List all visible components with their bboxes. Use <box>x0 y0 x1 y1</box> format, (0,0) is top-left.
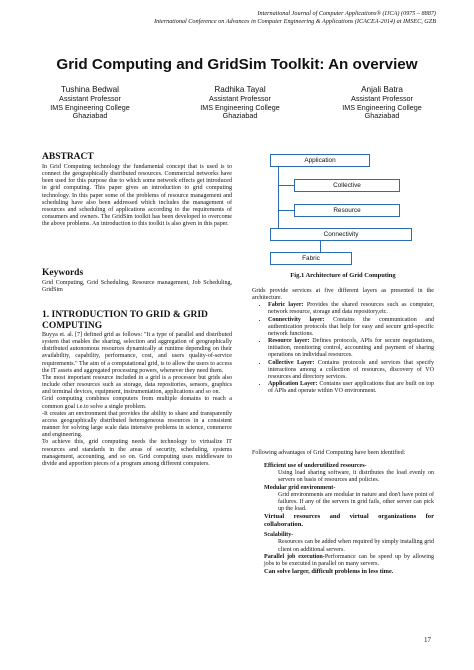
advantage-last: Can solve larger, difficult problems in less time. <box>264 568 394 576</box>
advantage-heading: Modular grid environment- <box>264 484 336 491</box>
connector-line <box>278 185 294 186</box>
layer-item-fabric: • Fabric layer: Provides the shared resources such as computer, network resource, storage and data repository,etc. <box>268 302 434 316</box>
box-connectivity: Connectivity <box>270 228 412 241</box>
author-3 <box>322 86 442 121</box>
intro-paragraph-3: Grid computing combines computers from multiple domains to reach a common goal i.e.to solve a single problem. <box>42 396 232 410</box>
advantage-description: Resources can be added when required by simply installing grid client on additional servers. <box>278 539 434 553</box>
box-collective: Collective <box>294 179 400 192</box>
connector-line <box>278 210 294 211</box>
intro-paragraph-5: To achieve this, grid computing needs the technology to virtualize IT resources and standards in the areas of security, scheduling, systems management, accounting, and so on. Grid computing uses middleware to divide and apportion pieces of a program among different computers. <box>42 439 232 467</box>
author-org: IMS Engineering College <box>50 102 130 112</box>
abstract-text: In Grid Computing technology the fundamental concept that is used is to connect the geographically distributed resources. Commercial networks have been used for this purpose due to which some network effects get introduced in grid computing. This paper gives an introduction to grid computing technology. In this paper some of the problems of resource management and scheduling have also been addressed which includes the management of resources and scheduling of applications according to the requirements of consumers and owners. The GridSim toolkit has been developed to overcome the above problems. An introduction to this toolkit is also given in this paper. <box>42 164 232 228</box>
author-name: Anjali Batra <box>361 85 403 94</box>
page-number: 17 <box>424 636 431 644</box>
advantage-heading: Virtual resources and virtual organizations for collaboration. <box>264 513 434 529</box>
keywords-text: Grid Computing, Grid Scheduling, Resource management, Job Scheduling, GridSim <box>42 280 232 294</box>
intro-paragraph-1: Buyya et. al. [7] defined grid as follows: "It a type of parallel and distributed system that enables the sharing, selection and aggregation of geographically distributed autonomous resources dynamically at runtime depending on their availability, capability, performance, cost, and users quality-of-service requirements." The aim of a computational grid, is to allow the users to access the IT assets and aggregated processing powers, whenever they need them. <box>42 332 232 374</box>
connector-line <box>278 167 279 229</box>
author-org: IMS Engineering College <box>342 102 422 112</box>
advantage-heading: Scalability- <box>264 532 294 539</box>
journal-header-line2: International Conference on Advances in Computer Engineering & Applications (ICACEA-2014) at IMSEC, GZB <box>154 18 436 25</box>
section-1-body <box>42 332 232 468</box>
architecture-diagram <box>258 148 428 266</box>
advantage-heading: Efficient use of underutilized resources- <box>264 463 367 470</box>
intro-paragraph-4: -It creates an environment that provides the ability to share and transparently access geographically distributed heterogeneous resources in a consistent manner for solving large scale data intensive problems in science, commerce and engineering. <box>42 410 232 439</box>
advantage-description: Grid environments are modular in nature and don't have point of failures. If any of the servers in grid fails, other server can pick up the load. <box>278 491 434 513</box>
layer-item-resource: • Resource layer: Defines protocols, APIs for secure negotiations, initiation, monitoring control, accounting and payment of sharing operations on individual resources. <box>268 338 434 359</box>
intro-paragraph-2: The most important resource included in a grid is a processor but grids also include other resources such as storage, data repositories, sensors, graphics and terminal devices, equipment, instrumentation, applications and so on. <box>42 374 232 396</box>
author-1 <box>30 86 150 121</box>
layer-item-connectivity: • Connectivity layer: Contains the communication and authentication protocols that help for easy and secure grid-specific network functions. <box>268 317 434 338</box>
advantages-section <box>252 450 434 575</box>
section-1-heading: 1. INTRODUCTION TO GRID & GRID COMPUTING <box>42 310 208 331</box>
box-fabric: Fabric <box>270 252 352 265</box>
layer-item-collective: • Collective Layer: Contains protocols and services that specify interactions among a collection of resources, discovery of VO resources and directory services. <box>268 360 434 381</box>
journal-header-line1: International Journal of Computer Applications® (IJCA) (0975 – 8887) <box>257 10 436 17</box>
author-role: Assistant Professor <box>351 93 413 103</box>
box-application: Application <box>270 154 370 167</box>
advantage-description: Using load sharing software, it distributes the load evenly on servers on basis of resources and policies. <box>278 470 434 484</box>
author-org: IMS Engineering College <box>200 102 280 112</box>
abstract-heading: ABSTRACT <box>42 152 94 162</box>
figure-caption: Fig.1 Architecture of Grid Computing <box>290 272 396 279</box>
author-city: Ghaziabad <box>364 111 400 121</box>
author-role: Assistant Professor <box>209 93 271 103</box>
author-2 <box>180 86 300 121</box>
layers-list <box>252 302 434 395</box>
paper-title: Grid Computing and GridSim Toolkit: An overview <box>56 56 418 73</box>
author-name: Tushina Bedwal <box>61 85 119 94</box>
author-name: Radhika Tayal <box>214 85 266 94</box>
author-role: Assistant Professor <box>59 93 121 103</box>
layers-intro: Grids provide services at five different layers as presented in the architecture. <box>252 288 434 302</box>
advantage-parallel: Parallel job execution-Performance can be speed up by allowing jobs to be executed in parallel on many servers. <box>264 553 434 567</box>
author-city: Ghaziabad <box>222 111 258 121</box>
keywords-heading: Keywords <box>42 268 84 278</box>
connector-line <box>320 240 321 253</box>
layers-section <box>252 288 434 395</box>
advantages-list <box>252 463 434 575</box>
box-resource: Resource <box>294 204 400 217</box>
advantages-intro: Following advantages of Grid Computing have been identified: <box>252 450 406 456</box>
author-city: Ghaziabad <box>72 111 108 121</box>
layer-item-application: • Application Layer: Contains user applications that are built on top of APIs and operate within VO environment. <box>268 381 434 395</box>
